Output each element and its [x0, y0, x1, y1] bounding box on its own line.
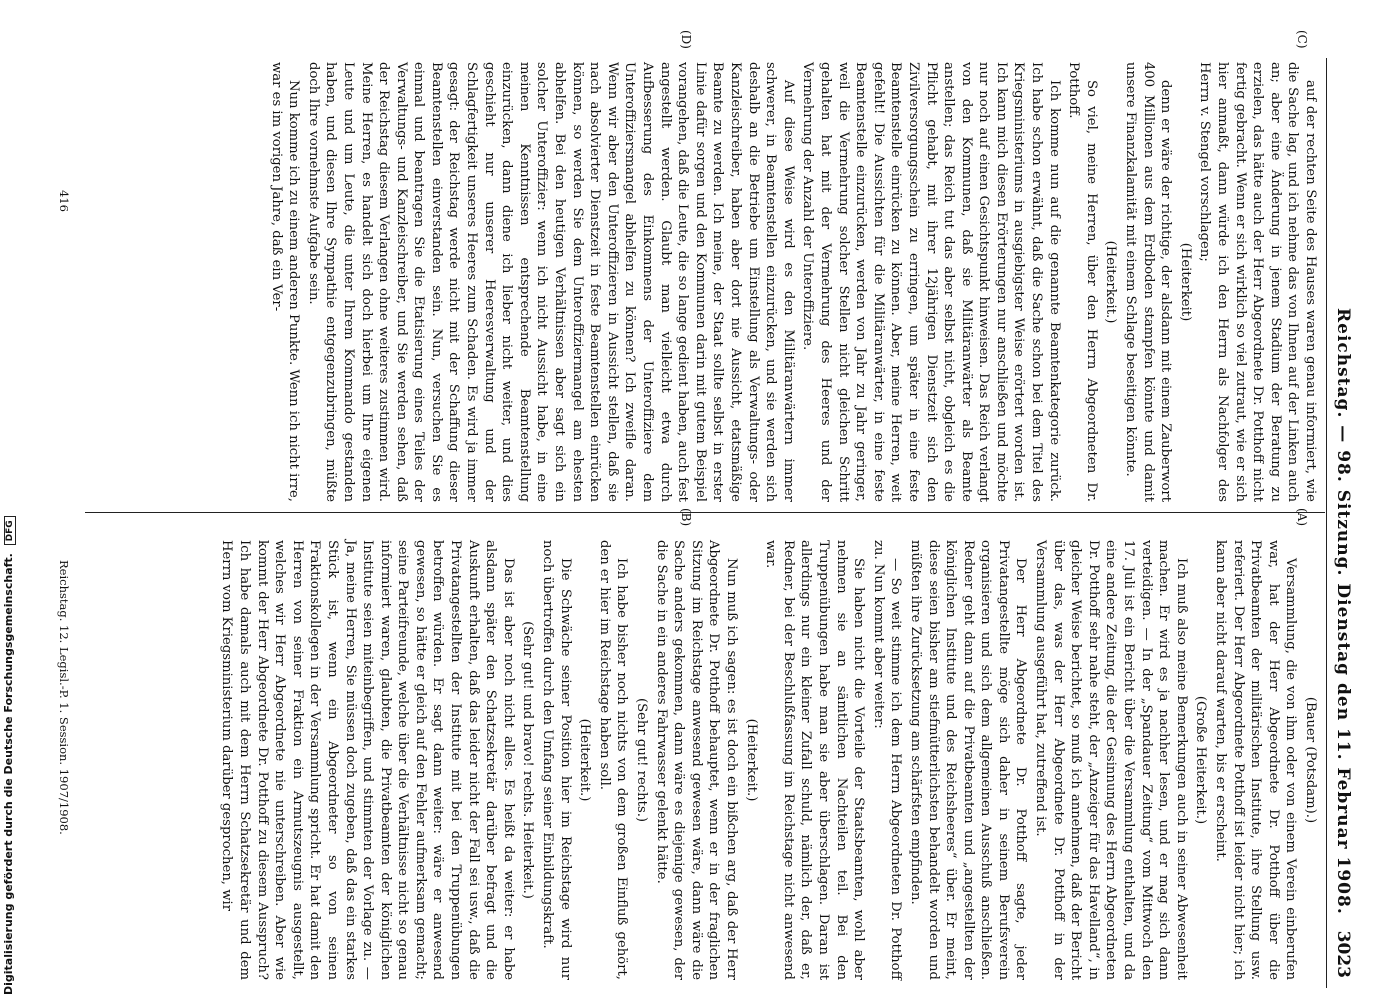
paragraph: Sie haben nicht die Vorteile der Staatsbeamten, wohl aber nehmen sie an sämtlichen Nachteilen teil. Bei den Truppenübungen habe man sie aber überschlagen. Daran ist allerdings nur ein kleiner Zufall schuld, nämlich der, daß er, Redner, bei der Beschlußfassung im Reichstage nicht anwesend war.	[763, 540, 867, 980]
left-column	[216, 540, 1319, 980]
interjection: (Sehr gut! und bravo! rechts. Heiterkeit.)	[520, 621, 536, 899]
paragraph: Ich komme nun auf die genannte Beamtenkategorie zurück. Ich habe schon erwähnt, daß die Sache schon bei dem Titel des Kriegsministeriums in ausgiebigster Weise erörtert worden ist. Ich kann mich diesen Erörterungen nur anschließen und möchte nur noch auf einen Gesichtspunkt hinweisen. Das Reich verlangt von den Kommunen, daß sie Militäranwärter als Beamte anstellen; das Reich tut das aber selbst nicht, obgleich es die Pflicht gehabt, mit ihrer 12jährigen Dienstzeit sich den Zivilversorgungsschein zu erringen, um später in eine feste Beamtenstelle einrücken zu können. Aber, meine Herren, weit gefehlt! Die Aussichten für die Militäranwärter, in eine feste Beamtenstelle einzurücken, werden von Jahr zu Jahr geringer, weil die Vermehrung solcher Stellen nicht gleichen Schritt gehalten hat mit der Vermehrung des Heeres und der Vermehrung der Anzahl der Unteroffiziere.	[800, 62, 1062, 502]
paragraph: Nun muß ich sagen: es ist doch ein bißchen arg, daß der Herr Abgeordnete Dr. Potthoff behauptet, wenn er in der fraglichen Sitzung im Reichstage anwesend gewesen wäre, dann wäre die Sache anders gekommen, dann wäre es diejenige gewesen, der die Sache in ein anderes Fahrwasser gelenkt hätte.	[653, 540, 739, 980]
paragraph: Die Schwäche seiner Position hier im Reichstage wird nur noch übertroffen durch den Umfang seiner Einbildungskraft.	[540, 540, 573, 980]
interjection: (Große Heiterkeit.)	[1193, 695, 1209, 825]
marker-d: (D)	[679, 30, 693, 49]
paragraph: Ich muß also meine Bemerkungen auch in seiner Abwesenheit machen. Er wird es ja nachher lesen, und er mag sich dann verteidigen. — In der „Spandauer Zeitung“ vom Mittwoch den 17. Juli ist ein Bericht über die Versammlung enthalten, und da eine andere Zeitung, die der Gesinnung des Herrn Abgeordneten Dr. Potthoff sehr nahe steht, der „Anzeiger für das Havelland“, in gleicher Weise berichtet, so muß ich annehmen, daß der Bericht über das, was der Herr Abgeordnete Dr. Potthoff in der Versammlung ausgeführt hat, zutreffend ist.	[1033, 540, 1189, 980]
right-column	[265, 62, 1319, 502]
credit-strip	[0, 0, 20, 1000]
speaker-label: (Bauer (Potsdam).)	[1303, 696, 1318, 824]
marker-b: (B)	[679, 508, 693, 527]
paragraph: Ich habe bisher noch nichts von dem großen Einfluß gehört, den er hier im Reichstage haben soll.	[596, 540, 630, 980]
header-rule	[1326, 58, 1327, 988]
paragraph: Das ist aber noch nicht alles. Es heißt da weiter: er habe alsdann später den Schatzsekretär darüber befragt und die Auskunft erhalten, daß das leider nicht der Fall sei usw., daß die Privatangestellten der Institute mit bei den Truppenübungen betroffen würden. Er sagt dann weiter: wäre er anwesend gewesen, so hätte er gleich auf den Fehler aufmerksam gemacht; seine Parteifreunde, welche über die Verhältnisse nicht so genau informiert waren, glaubten, die Privatbeamten der königlichen Institute seien miteinbegriffen, und stimmten der Vorlage zu. — Ja, meine Herren, Sie müssen doch zugeben, daß das ein starkes Stück ist, wenn ein Abgeordneter so von seinen Fraktionskollegen in der Versammlung spricht. Er hat damit den Herren von seiner Fraktion ein Armutszeugnis ausgestellt, welches wir Herr Abgeordnete nie unterschreiben. Aber wie kommt der Herr Abgeordnete Dr. Potthoff zu diesem Ausspruch? Ich habe damals auch mit dem Herrn Schatzsekretär und dem Herrn vom Kriegsministerium darüber gesprochen, wir	[219, 540, 516, 980]
marker-c: (C)	[1295, 30, 1309, 49]
page-header	[1313, 58, 1353, 978]
page-number: 3023	[1333, 930, 1353, 978]
footer-sheet-number: 416	[57, 190, 71, 212]
paragraph: auf der rechten Seite des Hauses waren genau informiert, wie die Sache lag, und ich nehme das von Ihnen auf der Linken auch an; aber eine Änderung in jenem Stadium der Beratung zu erzielen, das hätte auch der Herr Abgeordnete Dr. Potthoff nicht fertig gebracht. Wenn er sich wirklich so viel zutraut, wie er sich hier anmaßt, dann würde ich den Herrn als Nachfolger des Herrn v. Stengel vorschlagen;	[1197, 62, 1318, 502]
marker-a: (A)	[1295, 508, 1309, 527]
paragraph: denn er wäre der richtige, der alsdann mit einem Zauberwort 400 Millionen aus dem Erdboden stampfen könnte und damit unsere Finanzkalamität mit einem Schlage beseitigen könnte.	[1123, 62, 1174, 502]
paragraph: Versammlung, die von ihm oder von einem Verein einberufen war, hat der Herr Abgeordnete Dr. Potthoff über die Privatbeamten der militärischen Institute, ihre Stellung usw. referiert. Der Herr Abgeordnete Potthoff ist leider nicht hier; ich kann aber nicht darauf warten, bis er erscheint.	[1213, 540, 1299, 980]
paragraph: — So weit stimme ich dem Herrn Abgeordneten Dr. Potthoff zu. Nun kommt aber weiter:	[870, 540, 904, 980]
interjection: (Heiterkeit.)	[743, 718, 759, 802]
interjection: (Heiterkeit.)	[1103, 240, 1119, 324]
interjection: (Heiterkeit.)	[577, 718, 593, 802]
paragraph: Auf diese Weise wird es den Militäranwärtern immer schwerer, in Beamtenstellen einzurücken, und sie werden sich deshalb an die Betriebe um Einstellung als Verwaltungs- oder Kanzleischreiber, haben aber dort nie Aussicht, etatsmäßige Beamte zu werden. Ich meine, der Staat sollte selbst in erster Linie dafür sorgen und den Kommunen darin mit gutem Beispiel vorangehen, daß die Leute, die so lange gedient haben, auch fest angestellt werden. Glaubt man vielleicht etwa durch Aufbesserung des Einkommens der Unteroffiziere dem Unteroffiziersmangel abhelfen zu können? Ich zweifle daran. Wenn wir aber den Unteroffizieren in Aussicht stellen, daß sie nach absolvierter Dienstzeit in feste Beamtenstellen einrücken können, so werden Sie dem Unteroffiziermangel am ehesten abhelfen. Bei den heutigen Verhältnissen aber sagt sich ein solcher Unteroffizier: wenn ich nicht Aussicht habe, in eine meinen Kenntnissen entsprechende Beamtenstellung einzurücken, dann diene ich lieber nicht weiter, und dies geschieht nur unserer Heeresverwaltung und der Schlagfertigkeit unseres Heeres zum Schaden. Es wird ja immer gesagt: der Reichstag werde nicht mit der Schaffung dieser Beamtenstellen einverstanden sein. Nun, versuchen Sie es einmal und beantragen Sie die Etatisierung eines Teiles der Verwaltungs- und Kanzleischreiber, und Sie werden sehen, daß der Reichstag diesem Verlangen ohne weiteres zustimmen wird. Meine Herren, es handelt sich doch hierbei um Ihre eigenen Leute und um Leute, die unter Ihrem Kommando gestanden haben, und diesen Ihre Sympathie entgegenzubringen, müßte doch Ihre vornehmste Aufgabe sein.	[305, 62, 796, 502]
interjection: (Heiterkeit)	[1177, 242, 1193, 322]
column-divider	[85, 512, 1325, 513]
paragraph: Nun komme ich zu einem anderen Punkte. Wenn ich nicht irre, war es im vorigen Jahre, daß ein Ver-	[268, 62, 302, 502]
interjection: (Sehr gut! rechts.)	[634, 697, 650, 823]
credit-text: Digitalisierung gefördert durch die Deutsche Forschungsgemeinschaft.	[2, 553, 15, 995]
footer-session: Reichstag. 12. Legisl.-P. 1. Session. 1907/1908.	[57, 560, 71, 835]
page-title: Reichstag. — 98. Sitzung. Dienstag den 11. Februar 1908.	[1333, 308, 1353, 915]
paragraph: Der Herr Abgeordnete Dr. Potthoff sagte, jeder Privatangestellte möge sich daher in seinem Berufsverein organisieren und sich dem allgemeinen Ausschuß anschließen. Redner geht dann auf die Privatbeamten und „angestellten der königlichen Institute und des Reichsheeres“ über. Er meint, diese seien bisher am stiefmütterlichsten behandelt worden und müßten ihre Zurücksetzung am schärfsten empfinden.	[907, 540, 1029, 980]
dfg-logo: DFG	[4, 516, 16, 545]
paragraph: So viel, meine Herren, über den Herrn Abgeordneten Dr. Potthoff.	[1066, 62, 1099, 502]
